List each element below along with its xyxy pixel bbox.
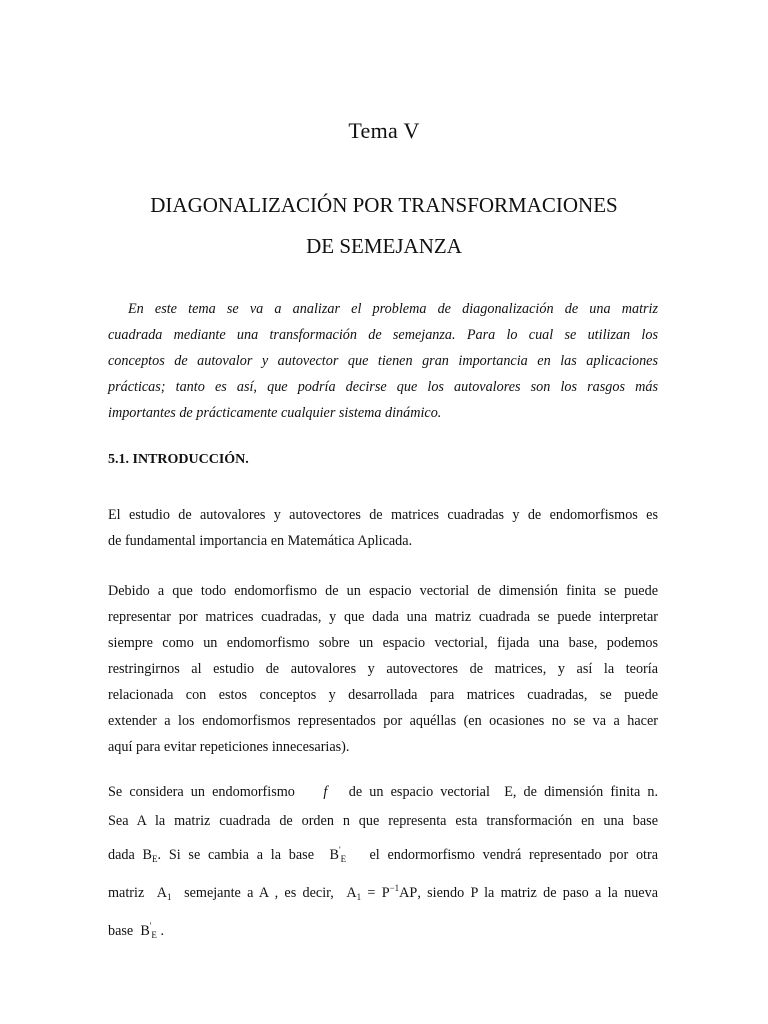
paragraph-line: Se considera un endomorfismo f de un espacio vectorial E, de dimensión finita n. [108,784,659,800]
paragraph-line: El estudio de autovalores y autovectores de matrices cuadradas y de endomorfismos es [108,507,658,523]
paragraph-line: base $B'_E$ . [108,921,164,940]
abstract-line: cuadrada mediante una transformación de semejanza. Para lo cual se utilizan los [108,327,658,343]
paragraph-line: relacionada con estos conceptos y desarrollada para matrices cuadradas, se puede [108,687,658,703]
paragraph-line: matriz $A_1$ semejante a A , es decir, $A_1 = P^{-1}AP$, siendo P la matriz de paso a la nueva [108,883,658,902]
math-B-prime-E: $B'_E$ [329,845,347,864]
abstract-line: conceptos de autovalor y autovector que tienen gran importancia en las aplicaciones [108,353,658,369]
paragraph-line: aquí para evitar repeticiones innecesarias). [108,739,350,755]
math-f: f [323,784,328,800]
abstract-paragraph [108,296,658,426]
paragraph-line: extender a los endomorfismos representados por aquéllas (en ocasiones no se va a hacer [108,713,658,729]
intro-paragraph-3 [108,778,658,950]
math-A1: $A_1$ [156,885,172,902]
chapter-title-line-1: DIAGONALIZACIÓN POR TRANSFORMACIONES [150,193,618,217]
chapter-title [100,185,668,267]
abstract-line: prácticas; tanto es así, que podría decirse que los autovalores son los rasgos más [108,379,658,395]
section-heading: 5.1. INTRODUCCIÓN. [108,452,249,467]
paragraph-line: Debido a que todo endomorfismo de un espacio vectorial de dimensión finita se puede [108,583,658,599]
intro-paragraph-2 [108,578,658,760]
math-similarity-equation: $A_1 = P^{-1}AP$ [346,883,418,902]
paragraph-line: Sea A la matriz cuadrada de orden n que representa esta transformación en una base [108,813,658,829]
paragraph-line: siempre como un endomorfismo sobre un espacio vectorial, fijada una base, podemos [108,635,658,651]
paragraph-line: dada $B_E$. Si se cambia a la base $B'_E$ el endormorfismo vendrá representado por otra [108,845,659,864]
chapter-title-line-2: DE SEMEJANZA [306,234,462,258]
math-B-prime-E: $B'_E$ [140,921,157,940]
paragraph-line: representar por matrices cuadradas, y que dada una matriz cuadrada se puede interpretar [108,609,658,625]
chapter-label: Tema V [348,118,420,143]
math-E: E [504,784,513,800]
abstract-line: En este tema se va a analizar el problema de diagonalización de una matriz [128,301,658,317]
intro-paragraph-1 [108,502,658,554]
paragraph-line: de fundamental importancia en Matemática Aplicada. [108,533,413,549]
paragraph-line: restringirnos al estudio de autovalores y autovectores de matrices, y así la teoría [108,661,658,677]
abstract-line: importantes de prácticamente cualquier sistema dinámico. [108,405,442,421]
